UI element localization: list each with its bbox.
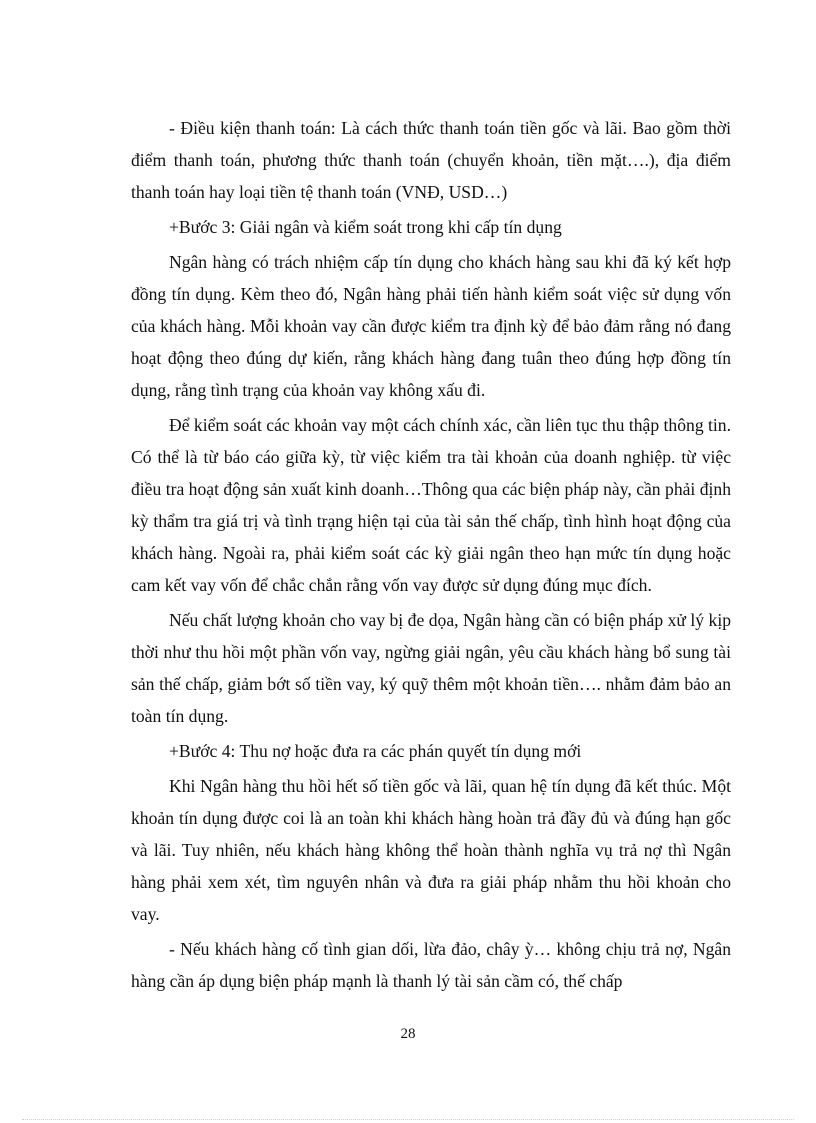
paragraph-disbursement: Ngân hàng có trách nhiệm cấp tín dụng cho khách hàng sau khi đã ký kết hợp đồng tín dụng. Kèm theo đó, Ngân hàng phải tiến hành kiểm soát việc sử dụng vốn của khách hàng. Mỗi khoản vay cần được kiểm tra định kỳ để bảo đảm rằng nó đang hoạt động theo đúng dự kiến, rằng khách hàng đang tuân theo đúng hợp đồng tín dụng, rằng tình trạng của khoản vay không xấu đi. [131, 252, 731, 400]
paragraph-loan-control: Để kiểm soát các khoản vay một cách chính xác, cần liên tục thu thập thông tin. Có thể là từ báo cáo giữa kỳ, từ việc kiểm tra tài khoản của doanh nghiệp. từ việc điều tra hoạt động sản xuất kinh doanh…Thông qua các biện pháp này, cần phải định kỳ thẩm tra giá trị và tình trạng hiện tại của tài sản thế chấp, tình hình hoạt động của khách hàng. Ngoài ra, phải kiểm soát các kỳ giải ngân theo hạn mức tín dụng hoặc cam kết vay vốn để chắc chắn rằng vốn vay được sử dụng đúng mục đích. [131, 415, 731, 595]
heading-step-3: +Bước 3: Giải ngân và kiểm soát trong khi cấp tín dụng [169, 217, 562, 237]
paragraph-fraud-measures: - Nếu khách hàng cố tình gian dối, lừa đảo, chây ỳ… không chịu trả nợ, Ngân hàng cần áp dụng biện pháp mạnh là thanh lý tài sản cầm có, thế chấp [131, 939, 731, 991]
page-number: 28 [400, 1026, 416, 1042]
body-text [131, 112, 731, 1000]
paragraph-payment-terms: - Điều kiện thanh toán: Là cách thức thanh toán tiền gốc và lãi. Bao gồm thời điểm thanh toán, phương thức thanh toán (chuyển khoản, tiền mặt….), địa điểm thanh toán hay loại tiền tệ thanh toán (VNĐ, USD…) [131, 118, 731, 202]
page-bottom-divider [22, 1119, 794, 1120]
paragraph-debt-collection: Khi Ngân hàng thu hồi hết số tiền gốc và lãi, quan hệ tín dụng đã kết thúc. Một khoản tín dụng được coi là an toàn khi khách hàng hoàn trả đầy đủ và đúng hạn gốc và lãi. Tuy nhiên, nếu khách hàng không thể hoàn thành nghĩa vụ trả nợ thì Ngân hàng phải xem xét, tìm nguyên nhân và đưa ra giải pháp nhằm thu hồi khoản cho vay. [131, 776, 731, 924]
heading-step-4: +Bước 4: Thu nợ hoặc đưa ra các phán quyết tín dụng mới [169, 741, 582, 761]
paragraph-threat-measures: Nếu chất lượng khoản cho vay bị đe dọa, Ngân hàng cần có biện pháp xử lý kịp thời như thu hồi một phần vốn vay, ngừng giải ngân, yêu cầu khách hàng bổ sung tài sản thế chấp, giảm bớt số tiền vay, ký quỹ thêm một khoản tiền…. nhằm đảm bảo an toàn tín dụng. [131, 610, 731, 726]
